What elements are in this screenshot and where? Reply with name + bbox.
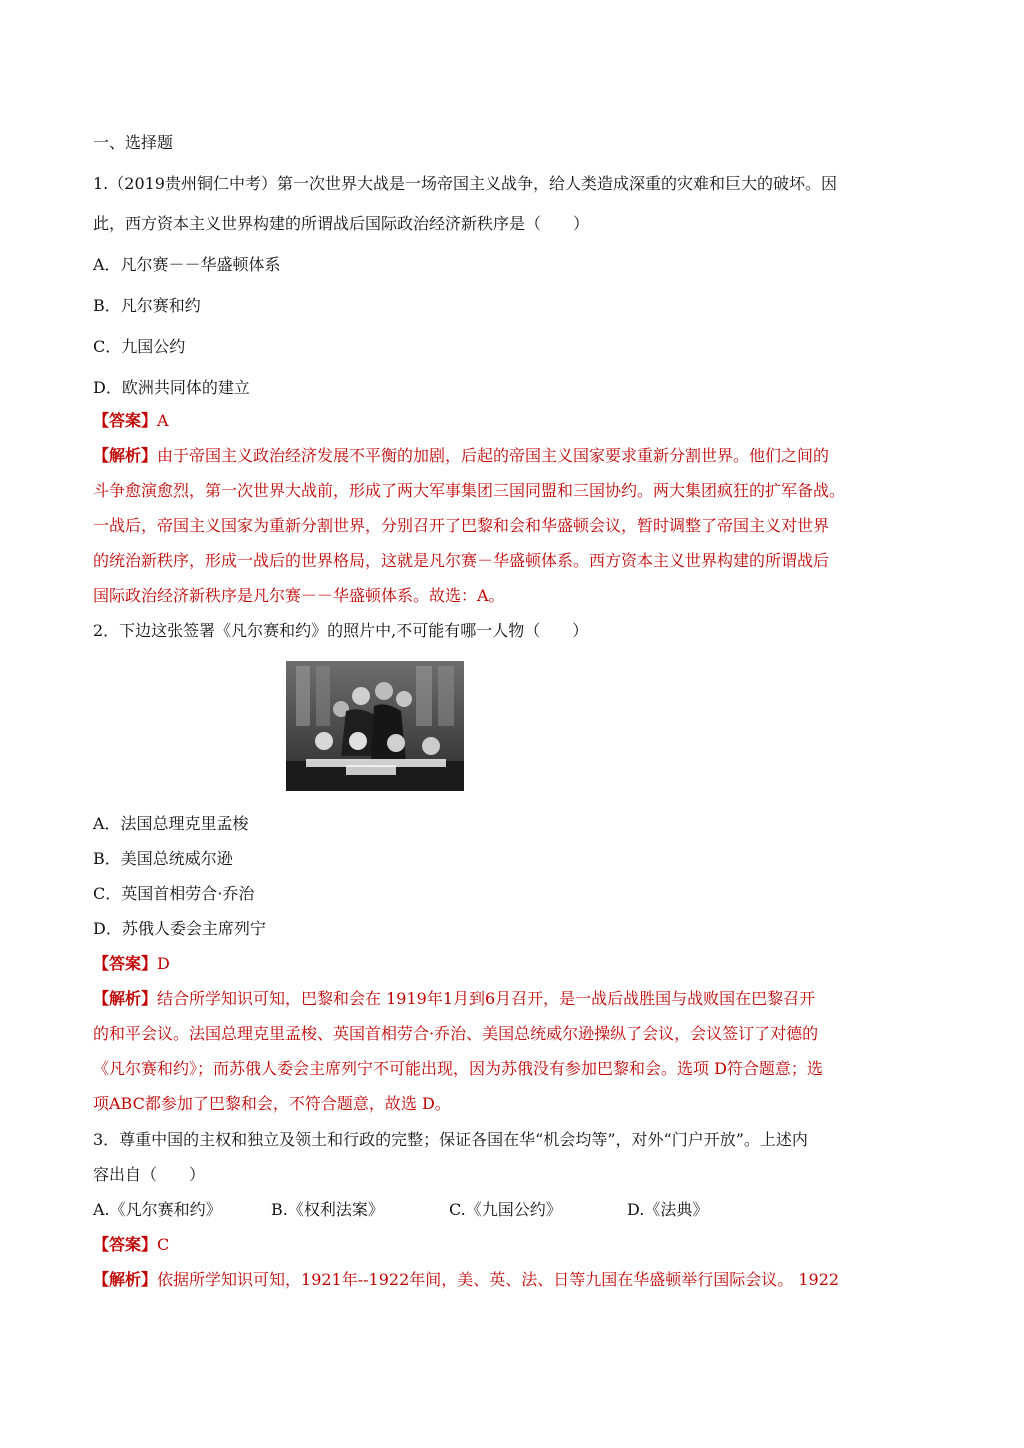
section-title: 一、选择题 <box>93 133 174 152</box>
q3-stem-line1: 3．尊重中国的主权和独立及领土和行政的完整；保证各国在华“机会均等”，对外“门户开放”。上述内 <box>93 1130 808 1149</box>
q1-stem-line2: 此，西方资本主义世界构建的所谓战后国际政治经济新秩序是（ ） <box>93 214 590 233</box>
q1-stem-line1: 1.（2019贵州铜仁中考）第一次世界大战是一场帝国主义战争，给人类造成深重的灾难和巨大的破坏。因 <box>93 174 837 193</box>
analysis-tag: 【解析】 <box>93 446 158 465</box>
answer-value: D <box>157 954 170 973</box>
q1-answer <box>93 411 169 431</box>
answer-tag: 【答案】 <box>93 1235 158 1254</box>
q2-option-a: A．法国总理克里孟梭 <box>93 814 249 833</box>
q3-option-d: D.《法典》 <box>627 1200 709 1219</box>
treaty-signing-photo <box>286 661 464 791</box>
q2-analysis-line1: 【解析】结合所学知识可知，巴黎和会在 1919年1月到6月召开，是一战后战胜国与战败国在巴黎召开 <box>93 989 816 1008</box>
q3-stem-line2: 容出自（ ） <box>93 1165 206 1184</box>
answer-value: C <box>157 1235 170 1254</box>
q1-analysis-line3: 一战后，帝国主义国家为重新分割世界，分别召开了巴黎和会和华盛顿会议，暂时调整了帝国主义对世界 <box>93 516 830 535</box>
q3-options-row <box>93 1200 708 1220</box>
q2-option-b: B．美国总统威尔逊 <box>93 849 233 868</box>
q1-analysis-line2: 斗争愈演愈烈，第一次世界大战前，形成了两大军事集团三国同盟和三国协约。两大集团疯狂的扩军备战。 <box>93 481 846 500</box>
q1-analysis-line1: 【解析】由于帝国主义政治经济发展不平衡的加剧，后起的帝国主义国家要求重新分割世界。他们之间的 <box>93 446 830 465</box>
answer-tag: 【答案】 <box>93 954 158 973</box>
q1-option-a: A．凡尔赛－－华盛顿体系 <box>93 255 281 274</box>
q2-analysis-line3: 《凡尔赛和约》；而苏俄人委会主席列宁不可能出现，因为苏俄没有参加巴黎和会。选项 D符合题意；选 <box>93 1059 823 1078</box>
q3-answer <box>93 1235 169 1255</box>
q2-analysis-line2: 的和平会议。法国总理克里孟梭、英国首相劳合·乔治、美国总统威尔逊操纵了会议，会议签订了对德的 <box>93 1024 819 1043</box>
q2-analysis-line4: 项ABC都参加了巴黎和会，不符合题意，故选 D。 <box>93 1094 451 1113</box>
q1-analysis-line5: 国际政治经济新秩序是凡尔赛－－华盛顿体系。故选：A。 <box>93 586 505 605</box>
q1-analysis-line4: 的统治新秩序，形成一战后的世界格局，这就是凡尔赛－华盛顿体系。西方资本主义世界构建的所谓战后 <box>93 551 830 570</box>
q1-option-c: C．九国公约 <box>93 337 186 356</box>
q3-option-a: A.《凡尔赛和约》 <box>93 1200 222 1219</box>
q3-analysis-line1: 【解析】依据所学知识可知，1921年--1922年间，美、英、法、日等九国在华盛顿举行国际会议。 1922 <box>93 1270 840 1289</box>
answer-value: A <box>157 411 169 430</box>
q3-option-b: B.《权利法案》 <box>271 1200 384 1219</box>
analysis-tag: 【解析】 <box>93 989 158 1008</box>
q2-option-c: C．英国首相劳合·乔治 <box>93 884 255 903</box>
answer-tag: 【答案】 <box>93 411 158 430</box>
q1-option-d: D．欧洲共同体的建立 <box>93 378 250 397</box>
q3-option-c: C.《九国公约》 <box>449 1200 562 1219</box>
analysis-tag: 【解析】 <box>93 1270 158 1289</box>
q2-option-d: D．苏俄人委会主席列宁 <box>93 919 266 938</box>
q2-stem: 2．下边这张签署《凡尔赛和约》的照片中,不可能有哪一人物（ ） <box>93 621 589 640</box>
q2-answer <box>93 954 170 974</box>
q1-option-b: B．凡尔赛和约 <box>93 296 201 315</box>
